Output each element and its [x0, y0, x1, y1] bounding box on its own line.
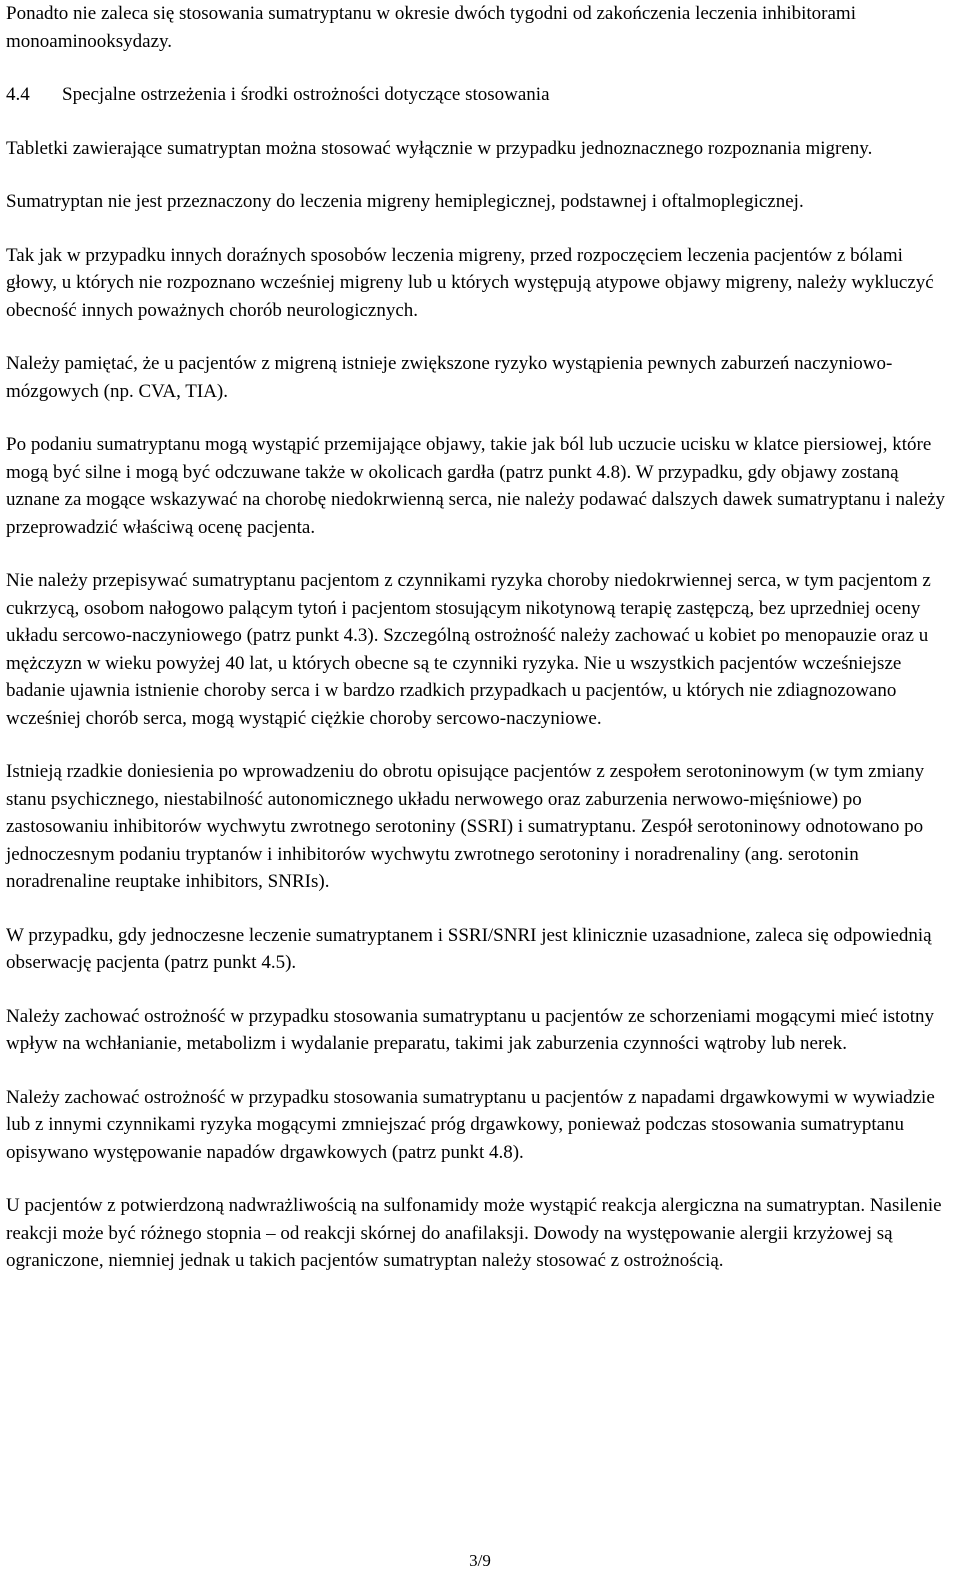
paragraph: Nie należy przepisywać sumatryptanu pacjentom z czynnikami ryzyka choroby niedokrwiennej serca, w tym pacjentom z cukrzycą, osobom nałogowo palącym tytoń i pacjentom stosującym nikotynową terapię zastępczą, bez uprzedniej oceny układu sercowo-naczyniowego (patrz punkt 4.3). Szczególną ostrożność należy zachować u kobiet po menopauzie oraz u mężczyzn w wieku powyżej 40 lat, u których obecne są te czynniki ryzyka. Nie u wszystkich pacjentów wcześniejsze badanie ujawnia istnienie choroby serca i w bardzo rzadkich przypadkach u pacjentów, u których nie zdiagnozowano wcześniej chorób serca, mogą wystąpić ciężkie choroby sercowo-naczyniowe. [6, 570, 931, 729]
paragraph: Należy zachować ostrożność w przypadku stosowania sumatryptanu u pacjentów ze schorzeniami mogącymi mieć istotny wpływ na wchłanianie, metabolizm i wydalanie preparatu, takimi jak zaburzenia czynności wątroby lub nerek. [6, 1005, 935, 1054]
section-heading [6, 81, 956, 109]
paragraph: Tabletki zawierające sumatryptan można stosować wyłącznie w przypadku jednoznacznego rozpoznania migreny. [6, 137, 873, 159]
section-number: 4.4 [6, 84, 30, 105]
paragraph: Sumatryptan nie jest przeznaczony do leczenia migreny hemiplegicznej, podstawnej i oftalmoplegicznej. [6, 191, 804, 212]
paragraph: W przypadku, gdy jednoczesne leczenie sumatryptanem i SSRI/SNRI jest klinicznie uzasadnione, zaleca się odpowiednią obserwację pacjenta (patrz punkt 4.5). [6, 924, 932, 973]
paragraph: Po podaniu sumatryptanu mogą wystąpić przemijające objawy, takie jak ból lub uczucie ucisku w klatce piersiowej, które mogą być silne i mogą być odczuwane także w okolicach gardła (patrz punkt 4.8). W przypadku, gdy objawy zostaną uznane za mogące wskazywać na chorobę niedokrwienną serca, nie należy podawać dalszych dawek sumatryptanu i należy przeprowadzić właściwą ocenę pacjenta. [6, 434, 946, 538]
section-title: Specjalne ostrzeżenia i środki ostrożności dotyczące stosowania [62, 84, 550, 105]
page-number: 3/9 [469, 1551, 491, 1570]
paragraph: Należy pamiętać, że u pacjentów z migreną istnieje zwiększone ryzyko wystąpienia pewnych zaburzeń naczyniowo-mózgowych (np. CVA, TIA). [6, 353, 893, 402]
paragraph: Istnieją rzadkie doniesienia po wprowadzeniu do obrotu opisujące pacjentów z zespołem serotoninowym (w tym zmiany stanu psychicznego, niestabilność autonomicznego układu nerwowego oraz zaburzenia nerwowo-mięśniowe) po zastosowaniu inhibitorów wychwytu zwrotnego serotoniny (SSRI) i sumatryptanu. Zespół serotoninowy odnotowano po jednoczesnym podaniu tryptanów i inhibitorów wychwytu zwrotnego serotoniny i noradrenaliny (ang. serotonin noradrenaline reuptake inhibitors, SNRIs). [6, 761, 925, 892]
paragraph: Należy zachować ostrożność w przypadku stosowania sumatryptanu u pacjentów z napadami drgawkowymi w wywiadzie lub z innymi czynnikami ryzyka mogącymi zmniejszać próg drgawkowy, ponieważ podczas stosowania sumatryptanu opisywano występowanie napadów drgawkowych (patrz punkt 4.8). [6, 1086, 935, 1163]
document-page [6, 0, 956, 1275]
intro-paragraph: Ponadto nie zaleca się stosowania sumatryptanu w okresie dwóch tygodni od zakończenia leczenia inhibitorami monoaminooksydazy. [6, 3, 856, 52]
paragraph: U pacjentów z potwierdzoną nadwrażliwością na sulfonamidy może wystąpić reakcja alergiczna na sumatryptan. Nasilenie reakcji może być różnego stopnia – od reakcji skórnej do anafilaksji. Dowody na występowanie alergii krzyżowej są ograniczone, niemniej jednak u takich pacjentów sumatryptan należy stosować z ostrożnością. [6, 1195, 942, 1271]
paragraph: Tak jak w przypadku innych doraźnych sposobów leczenia migreny, przed rozpoczęciem leczenia pacjentów z bólami głowy, u których nie rozpoznano wcześniej migreny lub u których występują atypowe objawy migreny, należy wykluczyć obecność innych poważnych chorób neurologicznych. [6, 244, 934, 321]
